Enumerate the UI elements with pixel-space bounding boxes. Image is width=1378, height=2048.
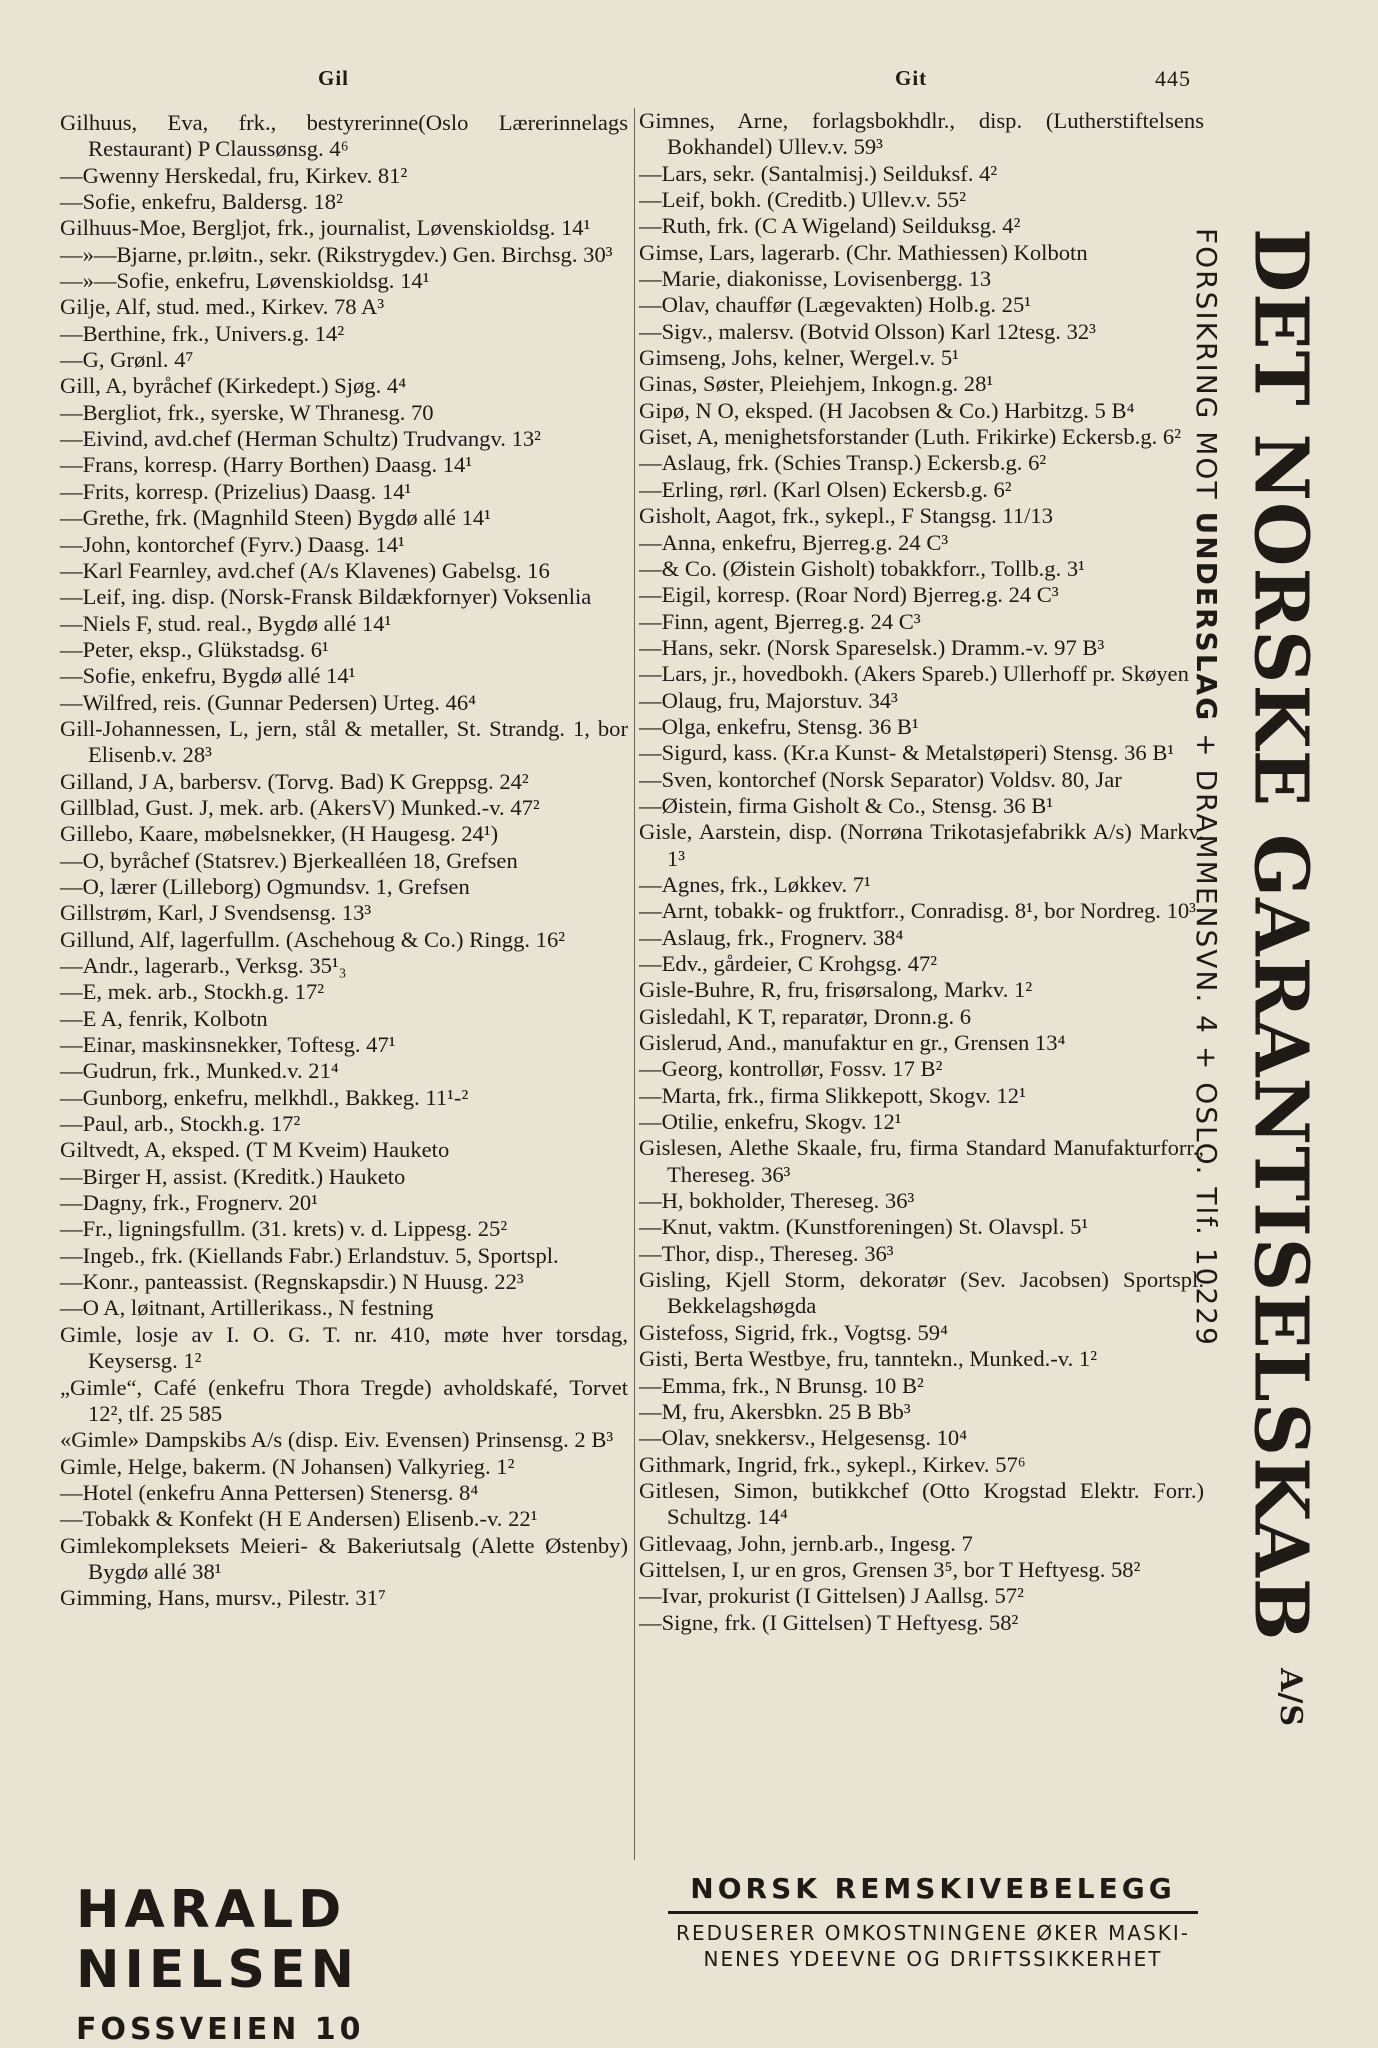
directory-entry: —O, byråchef (Statsrev.) Bjerkealléen 18, Grefsen xyxy=(60,847,518,873)
directory-entry: —Wilfred, reis. (Gunnar Pedersen) Urteg. 46⁴ xyxy=(60,689,477,715)
directory-entry: Gimlekompleksets Meieri- & Bakeriutsalg (Alette Østenby) Bygdø allé 38¹ xyxy=(60,1532,628,1584)
running-head-right: Git xyxy=(895,66,928,90)
directory-entry: Gisti, Berta Westbye, fru, tanntekn., Munked.-v. 1² xyxy=(639,1346,1097,1372)
directory-entry: —Dagny, frk., Frognerv. 20¹ xyxy=(60,1190,318,1216)
directory-entry: —Anna, enkefru, Bjerreg.g. 24 C³ xyxy=(639,529,949,555)
directory-entry: —Lars, jr., hovedbokh. (Akers Spareb.) Ullerhoff pr. Skøyen xyxy=(639,661,1189,687)
directory-entry: —Thor, disp., Thereseg. 36³ xyxy=(639,1240,894,1266)
directory-entry: —»—Bjarne, pr.løitn., sekr. (Rikstrygdev.) Gen. Birchsg. 30³ xyxy=(60,241,613,267)
directory-entry: Gimle, Helge, bakerm. (N Johansen) Valkyrieg. 1² xyxy=(60,1453,515,1479)
directory-entry: —Lars, sekr. (Santalmisj.) Seilduksf. 4² xyxy=(639,160,998,186)
directory-entry: «Gimle» Dampskibs A/s (disp. Eiv. Evensen) Prinsensg. 2 B³ xyxy=(60,1427,614,1453)
directory-entry: Gimming, Hans, mursv., Pilestr. 31⁷ xyxy=(60,1585,386,1611)
bottom-left-advertisement xyxy=(76,1880,636,2047)
directory-entry: Gisle, Aarstein, disp. (Norrøna Trikotasjefabrikk A/s) Markv. 1³ xyxy=(639,819,1204,871)
directory-entry: —»—Sofie, enkefru, Løvenskioldsg. 14¹ xyxy=(60,268,430,294)
directory-entry: Gill-Johannessen, L, jern, stål & metaller, St. Strandg. 1, bor Elisenb.v. 28³ xyxy=(60,715,628,768)
bottom-right-ad-line2: NENES YDEEVNE OG DRIFTSSIKKERHET xyxy=(703,1947,1163,1971)
directory-entry: —Paul, arb., Stockh.g. 17² xyxy=(60,1111,301,1137)
directory-entry: „Gimle“, Café (enkefru Thora Tregde) avholdskafé, Torvet 12², tlf. 25 585 xyxy=(60,1374,628,1426)
directory-entry: Gittelsen, I, ur en gros, Grensen 3⁵, bor T Heftyesg. 58² xyxy=(639,1556,1141,1582)
directory-entry: —E, mek. arb., Stockh.g. 17² xyxy=(60,979,325,1005)
directory-entry: Gilje, Alf, stud. med., Kirkev. 78 A³ xyxy=(60,294,385,320)
directory-entry: —Sigurd, kass. (Kr.a Kunst- & Metalstøperi) Stensg. 36 B¹ xyxy=(639,740,1175,766)
directory-entry: —O, lærer (Lilleborg) Ogmundsv. 1, Grefsen xyxy=(60,873,470,899)
directory-entry: Gillund, Alf, lagerfullm. (Aschehoug & Co.) Ringg. 16² xyxy=(60,926,566,952)
directory-entry: —& Co. (Øistein Gisholt) tobakkforr., Tollb.g. 3¹ xyxy=(639,555,1085,581)
directory-entry: —Agnes, frk., Løkkev. 7¹ xyxy=(639,871,871,897)
directory-entry: —Otilie, enkefru, Skogv. 12¹ xyxy=(639,1109,902,1135)
directory-entry: —Leif, bokh. (Creditb.) Ullev.v. 55² xyxy=(639,187,966,213)
directory-entry: Gilhuus, Eva, frk., bestyrerinne(Oslo Lærerinnelags Restaurant) P Claussønsg. 4⁶ xyxy=(60,110,628,162)
page-number: 445 xyxy=(1155,66,1191,91)
directory-entry: Gitlesen, Simon, butikkchef (Otto Krogstad Elektr. Forr.) Schultzg. 14⁴ xyxy=(639,1477,1204,1530)
directory-entry: —Grethe, frk. (Magnhild Steen) Bygdø allé 14¹ xyxy=(60,505,491,531)
bottom-right-ad-line1: REDUSERER OMKOSTNINGENE ØKER MASKI- xyxy=(676,1921,1190,1945)
directory-entry: Gimnes, Arne, forlagsbokhdlr., disp. (Lutherstiftelsens Bokhandel) Ullev.v. 59³ xyxy=(639,108,1204,160)
directory-entry: —Eivind, avd.chef (Herman Schultz) Trudvangv. 13² xyxy=(60,426,541,452)
directory-entry: —E A, fenrik, Kolbotn xyxy=(60,1005,268,1031)
directory-entry: —Sigv., malersv. (Botvid Olsson) Karl 12tesg. 32³ xyxy=(639,318,1096,344)
directory-entry: Gisholt, Aagot, frk., sykepl., F Stangsg. 11/13 xyxy=(639,503,1054,529)
directory-entry: —Gudrun, frk., Munked.v. 21⁴ xyxy=(60,1058,339,1084)
directory-entry: —Emma, frk., N Brunsg. 10 B² xyxy=(639,1372,924,1398)
directory-entry: —Marie, diakonisse, Lovisenbergg. 13 xyxy=(639,266,992,292)
directory-entry: Gill, A, byråchef (Kirkedept.) Sjøg. 4⁴ xyxy=(60,373,407,399)
directory-entry: Gislesen, Alethe Skaale, fru, firma Standard Manufakturforr., Thereseg. 36³ xyxy=(639,1135,1204,1187)
side-advertisement-company xyxy=(1237,228,1336,1728)
side-ad-company-name: DET NORSKE GARANTISELSKAB xyxy=(1237,228,1324,1642)
directory-entry: —Erling, rørl. (Karl Olsen) Eckersb.g. 6² xyxy=(639,476,1012,502)
directory-entry: —Andr., lagerarb., Verksg. 35¹₃ xyxy=(60,953,347,978)
side-ad-line-part1: FORSIKRING MOT xyxy=(1190,228,1223,512)
side-ad-line-part2: + DRAMMENSVN. 4 + OSLO. Tlf. 10229 xyxy=(1190,722,1223,1347)
directory-entry: —Arnt, tobakk- og fruktforr., Conradisg. 8¹, bor Nordreg. 10³ xyxy=(639,898,1196,924)
directory-entry: —Marta, frk., firma Slikkepott, Skogv. 12¹ xyxy=(639,1082,1026,1108)
directory-entry: Ginas, Søster, Pleiehjem, Inkogn.g. 28¹ xyxy=(639,371,994,397)
directory-entry: —Sven, kontorchef (Norsk Separator) Voldsv. 80, Jar xyxy=(639,766,1122,792)
directory-entry: —Leif, ing. disp. (Norsk-Fransk Bildækfornyer) Voksenlia xyxy=(60,584,592,610)
directory-entry: —Peter, eksp., Glükstadsg. 6¹ xyxy=(60,636,329,662)
directory-entry: Giset, A, menighetsforstander (Luth. Frikirke) Eckersb.g. 6² xyxy=(639,424,1181,450)
directory-entry: —Niels F, stud. real., Bygdø allé 14¹ xyxy=(60,610,392,636)
directory-entry: Giltvedt, A, eksped. (T M Kveim) Hauketo xyxy=(60,1137,450,1163)
directory-entry: —Bergliot, frk., syerske, W Thranesg. 70 xyxy=(60,399,434,425)
directory-entry: —Aslaug, frk. (Schies Transp.) Eckersb.g. 6² xyxy=(639,450,1047,476)
directory-entry: Gistefoss, Sigrid, frk., Vogtsg. 59⁴ xyxy=(639,1319,948,1345)
side-ad-company-suffix: A/S xyxy=(1273,1668,1308,1728)
directory-entry: —Knut, vaktm. (Kunstforeningen) St. Olavspl. 5¹ xyxy=(639,1214,1089,1240)
directory-entry: —Olav, snekkersv., Helgesensg. 10⁴ xyxy=(639,1425,968,1451)
directory-entry: Gitlevaag, John, jernb.arb., Ingesg. 7 xyxy=(639,1530,973,1556)
directory-entry: —Ingeb., frk. (Kiellands Fabr.) Erlandstuv. 5, Sportspl. xyxy=(60,1242,559,1268)
directory-entry: —Einar, maskinsnekker, Toftesg. 47¹ xyxy=(60,1032,396,1058)
directory-entry: —Finn, agent, Bjerreg.g. 24 C³ xyxy=(639,608,921,634)
directory-entry: —Tobakk & Konfekt (H E Andersen) Elisenb.-v. 22¹ xyxy=(60,1506,538,1532)
directory-entry: Gimse, Lars, lagerarb. (Chr. Mathiessen) Kolbotn xyxy=(639,239,1088,265)
directory-entry: —H, bokholder, Thereseg. 36³ xyxy=(639,1188,915,1214)
directory-entry: —Olav, chauffør (Lægevakten) Holb.g. 25¹ xyxy=(639,292,1032,318)
directory-entry: —Georg, kontrollør, Fossv. 17 B² xyxy=(639,1056,943,1082)
directory-entry: —Sofie, enkefru, Bygdø allé 14¹ xyxy=(60,663,356,689)
directory-entry: Gillstrøm, Karl, J Svendsensg. 13³ xyxy=(60,900,372,926)
side-advertisement-line xyxy=(1186,228,1226,1347)
directory-entry: Githmark, Ingrid, frk., sykepl., Kirkev. 57⁶ xyxy=(639,1451,1026,1477)
directory-entry: —M, fru, Akersbkn. 25 B Bb³ xyxy=(639,1398,911,1424)
bottom-left-ad-name: HARALD NIELSEN xyxy=(76,1880,360,2000)
directory-entry: —Eigil, korresp. (Roar Nord) Bjerreg.g. 24 C³ xyxy=(639,582,1059,608)
directory-entry: Gisle-Buhre, R, fru, frisørsalong, Markv. 1² xyxy=(639,977,1033,1003)
directory-entry: Gilhuus-Moe, Bergljot, frk., journalist, Løvenskioldsg. 14¹ xyxy=(60,215,591,241)
directory-entry: —Edv., gårdeier, C Krohgsg. 47² xyxy=(639,951,938,976)
directory-entry: —Olga, enkefru, Stensg. 36 B¹ xyxy=(639,713,919,739)
side-ad-line-bold: UNDERSLAG xyxy=(1190,511,1223,723)
directory-entry: Gislerud, And., manufaktur en gr., Grensen 13⁴ xyxy=(639,1030,1066,1056)
right-column xyxy=(634,108,1204,1860)
directory-entry: —Karl Fearnley, avd.chef (A/s Klavenes) Gabelsg. 16 xyxy=(60,557,550,583)
directory-entry: —G, Grønl. 4⁷ xyxy=(60,347,194,373)
directory-entry: —Berthine, frk., Univers.g. 14² xyxy=(60,320,345,346)
directory-entry: —Fr., ligningsfullm. (31. krets) v. d. Lippesg. 25² xyxy=(60,1216,508,1242)
directory-entry: —Ruth, frk. (C A Wigeland) Seilduksg. 4² xyxy=(639,213,1021,239)
directory-entry: —O A, løitnant, Artillerikass., N festning xyxy=(60,1295,434,1321)
directory-entry: —John, kontorchef (Fyrv.) Daasg. 14¹ xyxy=(60,531,405,557)
directory-entry: —Frans, korresp. (Harry Borthen) Daasg. 14¹ xyxy=(60,452,473,478)
bottom-right-ad-headline: NORSK REMSKIVEBELEGG xyxy=(668,1872,1198,1914)
directory-entry: —Ivar, prokurist (I Gittelsen) J Aallsg. 57² xyxy=(639,1583,1024,1609)
directory-entry: Gillblad, Gust. J, mek. arb. (AkersV) Munked.-v. 47² xyxy=(60,794,540,820)
directory-entry: Gimseng, Johs, kelner, Wergel.v. 5¹ xyxy=(639,345,959,371)
running-head-left: Gil xyxy=(318,66,350,90)
directory-entry: Gipø, N O, eksped. (H Jacobsen & Co.) Harbitzg. 5 B⁴ xyxy=(639,397,1135,423)
directory-entry: —Gwenny Herskedal, fru, Kirkev. 81² xyxy=(60,162,408,188)
directory-entry: —Hotel (enkefru Anna Pettersen) Stenersg. 8⁴ xyxy=(60,1479,479,1505)
directory-entry: Gisling, Kjell Storm, dekoratør (Sev. Jacobsen) Sportspl. Bekkelagshøgda xyxy=(639,1267,1204,1319)
directory-entry: —Sofie, enkefru, Baldersg. 18² xyxy=(60,189,343,215)
directory-entry: Gimle, losje av I. O. G. T. nr. 410, møte hver torsdag, Keysersg. 1² xyxy=(60,1321,628,1374)
directory-entry: Gillebo, Kaare, møbelsnekker, (H Haugesg. 24¹) xyxy=(60,821,499,847)
directory-entry: —Olaug, fru, Majorstuv. 34³ xyxy=(639,687,898,713)
directory-entry: Gilland, J A, barbersv. (Torvg. Bad) K Greppsg. 24² xyxy=(60,768,529,794)
directory-entry: —Signe, frk. (I Gittelsen) T Heftyesg. 58² xyxy=(639,1609,1019,1635)
directory-entry: Gisledahl, K T, reparatør, Dronn.g. 6 xyxy=(639,1003,972,1029)
directory-entry: —Gunborg, enkefru, melkhdl., Bakkeg. 11¹-² xyxy=(60,1084,469,1110)
bottom-right-advertisement xyxy=(668,1872,1198,1972)
directory-entry: —Frits, korresp. (Prizelius) Daasg. 14¹ xyxy=(60,478,412,504)
directory-entry: —Birger H, assist. (Kreditk.) Hauketo xyxy=(60,1163,406,1189)
directory-entry: —Hans, sekr. (Norsk Spareselsk.) Dramm.-v. 97 B³ xyxy=(639,634,1105,660)
left-column xyxy=(60,110,628,1612)
directory-entry: —Konr., panteassist. (Regnskapsdir.) N Huusg. 22³ xyxy=(60,1269,524,1295)
directory-entry: —Aslaug, frk., Frognerv. 38⁴ xyxy=(639,924,904,950)
directory-entry: —Øistein, firma Gisholt & Co., Stensg. 36 B¹ xyxy=(639,792,1054,818)
bottom-left-ad-address: FOSSVEIEN 10 xyxy=(76,2012,365,2047)
